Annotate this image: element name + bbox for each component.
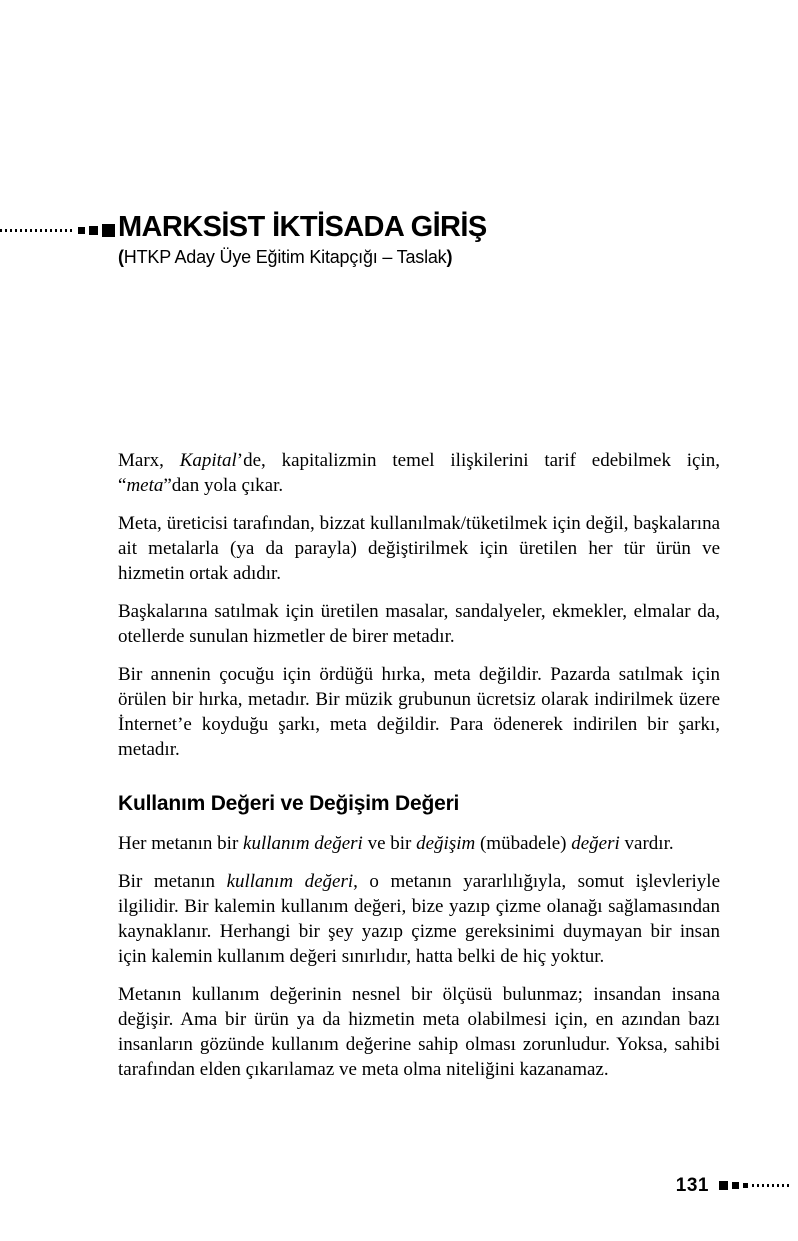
text-run: Metanın kullanım değerinin nesnel bir ölçüsü bulunmaz; insandan insana değişir. Ama bir ürün ya da hizmetin meta olabilmesi için, en azından bazı insanların gözünde kullanım değerine sahip olması zorunludur. Yoksa, sahibi tarafından elden çıkarılamaz ve meta olma niteliğini kazanamaz. <box>118 984 720 1081</box>
chapter-title: MARKSİST İKTİSADA GİRİŞ <box>118 211 487 243</box>
chapter-ornament <box>0 224 115 237</box>
subtitle-open-paren: ( <box>118 247 124 268</box>
page-number: 131 <box>675 1175 709 1196</box>
body-paragraph <box>118 869 720 969</box>
page-content <box>118 448 720 1095</box>
italic-text-run: değeri <box>571 833 620 855</box>
body-paragraph <box>118 511 720 586</box>
chapter-subtitle-text: HTKP Aday Üye Eğitim Kitapçığı – Taslak <box>123 247 447 268</box>
body-paragraph <box>118 831 720 856</box>
dotted-line-icon <box>752 1184 790 1187</box>
page-footer <box>676 1176 790 1195</box>
italic-text-run: meta <box>126 475 164 496</box>
subtitle-close-paren: ) <box>446 247 453 268</box>
text-run: ”dan yola çıkar. <box>163 475 284 496</box>
text-run: Bir annenin çocuğu için ördüğü hırka, meta değildir. Pazarda satılmak için örülen bir hırka, metadır. Bir müzik grubunun ücretsiz olarak indirilmek üzere İnternet’e koyduğu şarkı, meta değildir. Para ödenerek indirilen bir şarkı, metadır. <box>118 664 720 760</box>
text-run: vardır. <box>619 833 674 855</box>
text-run: Her metanın bir <box>118 833 244 855</box>
square-small-icon <box>743 1183 748 1188</box>
text-run: Bir metanın <box>118 871 227 893</box>
text-run: Başkalarına satılmak için üretilen masalar, sandalyeler, ekmekler, elmalar da, otellerde sunulan hizmetler de birer metadır. <box>118 601 720 647</box>
square-medium-icon <box>89 226 98 235</box>
square-medium-icon <box>732 1182 739 1189</box>
text-run: ve bir <box>362 833 417 855</box>
square-large-icon <box>102 224 115 237</box>
text-run: ’de, kapitalizmin temel ilişkilerini tarif edebilmek için, “ <box>118 450 721 496</box>
body-paragraph <box>118 662 720 762</box>
intro-paragraphs <box>118 448 720 762</box>
italic-text-run: değişim <box>416 833 476 855</box>
section-heading: Kullanım Değeri ve Değişim Değeri <box>118 792 460 815</box>
text-run: Marx, <box>118 450 180 471</box>
chapter-header <box>118 212 758 268</box>
square-small-icon <box>78 227 85 234</box>
text-run: Meta, üreticisi tarafından, bizzat kullanılmak/tüketilmek için değil, başkalarına ait metalarla (ya da parayla) değiştirilmek için üretilen her tür ürün ve hizmetin ortak adıdır. <box>118 513 720 584</box>
italic-text-run: kullanım değeri <box>243 833 363 855</box>
body-paragraph <box>118 448 720 498</box>
italic-text-run: Kapital <box>179 450 237 471</box>
text-run: (mübadele) <box>475 833 572 855</box>
dotted-line-icon <box>0 229 74 232</box>
text-run: , o metanın yararlılığıyla, somut işlevleriyle ilgilidir. Bir kalemin kullanım değeri, bize yazıp çizme olanağı sağlamasından kaynaklanır. Herhangi bir şey yazıp çizme gereksinimi duymayan bir insan için kalemin kullanım değeri sınırlıdır, hatta belki de hiç yoktur. <box>118 871 721 968</box>
body-paragraph <box>118 599 720 649</box>
section-paragraphs <box>118 831 720 1082</box>
square-large-icon <box>719 1181 728 1190</box>
chapter-subtitle <box>118 247 758 268</box>
italic-text-run: kullanım değeri <box>226 871 354 893</box>
body-paragraph <box>118 982 720 1082</box>
